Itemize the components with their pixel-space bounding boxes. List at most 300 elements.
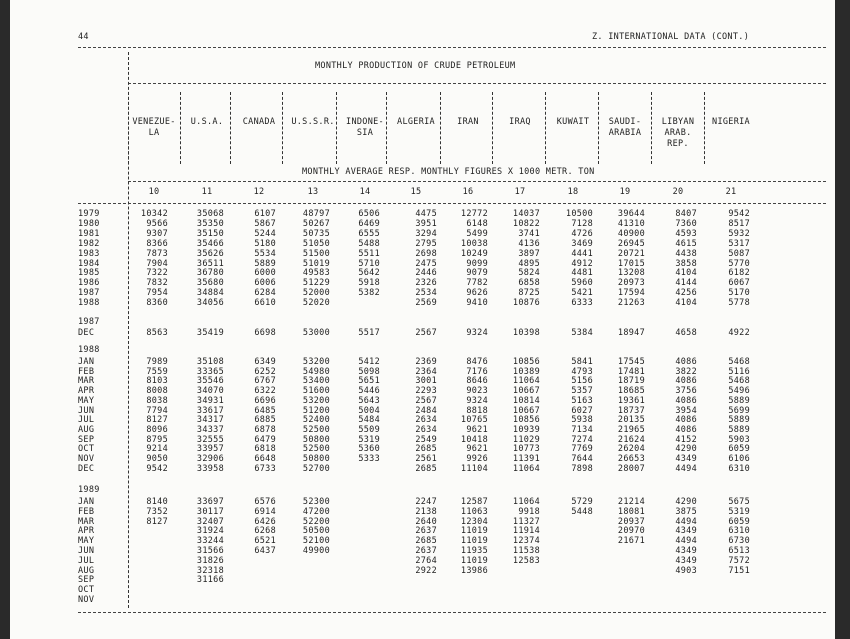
table-cell: 53200 — [302, 396, 330, 406]
row-label: OCT — [78, 444, 95, 454]
column-rule — [180, 92, 181, 164]
row-label: 1984 — [78, 259, 100, 269]
table-cell: 2685 — [415, 536, 437, 546]
table-cell: 5384 — [571, 328, 593, 338]
table-cell: 31566 — [196, 546, 224, 556]
table-cell: 4349 — [675, 546, 697, 556]
table-cell: 32318 — [196, 566, 224, 576]
table-cell: 10765 — [460, 415, 488, 425]
table-cell: 26945 — [617, 239, 645, 249]
table-cell: 3951 — [415, 219, 437, 229]
table-cell: 6698 — [254, 328, 276, 338]
row-label: OCT — [78, 585, 95, 595]
column-header: SIA — [356, 128, 374, 138]
table-cell: 5180 — [254, 239, 276, 249]
table-cell: 34884 — [196, 288, 224, 298]
table-cell: 4593 — [675, 229, 697, 239]
table-cell: 4086 — [675, 357, 697, 367]
table-cell: 6885 — [254, 415, 276, 425]
table-cell: 9324 — [466, 396, 488, 406]
table-cell: 35626 — [196, 249, 224, 259]
table-cell: 4144 — [675, 278, 697, 288]
table-cell: 6858 — [518, 278, 540, 288]
table-cell: 52300 — [302, 497, 330, 507]
table-cell: 5932 — [728, 229, 750, 239]
table-cell: 51600 — [302, 386, 330, 396]
table-cell: 5087 — [728, 249, 750, 259]
table-cell: 53000 — [302, 328, 330, 338]
table-cell: 10418 — [460, 435, 488, 445]
table-cell: 34317 — [196, 415, 224, 425]
table-cell: 9621 — [466, 425, 488, 435]
table-cell: 49900 — [302, 546, 330, 556]
row-label: AUG — [78, 566, 95, 576]
column-rule — [545, 92, 546, 164]
table-cell: 8407 — [675, 209, 697, 219]
table-cell: 8127 — [146, 517, 168, 527]
column-number: 14 — [359, 187, 371, 197]
row-label: APR — [78, 526, 95, 536]
table-cell: 7151 — [728, 566, 750, 576]
table-cell: 11019 — [460, 526, 488, 536]
table-cell: 50735 — [302, 229, 330, 239]
table-cell: 11914 — [512, 526, 540, 536]
table-cell: 26204 — [617, 444, 645, 454]
table-cell: 3822 — [675, 367, 697, 377]
table-cell: 10667 — [512, 386, 540, 396]
table-cell: 21624 — [617, 435, 645, 445]
table-cell: 5824 — [518, 268, 540, 278]
column-number: 10 — [148, 187, 160, 197]
table-cell: 2484 — [415, 406, 437, 416]
page-number: 44 — [78, 32, 89, 42]
table-cell: 7274 — [571, 435, 593, 445]
table-cell: 7360 — [675, 219, 697, 229]
row-label: JAN — [78, 497, 95, 507]
table-cell: 5889 — [254, 259, 276, 269]
table-cell: 6914 — [254, 507, 276, 517]
column-header: CANADA — [242, 117, 276, 127]
table-title: MONTHLY PRODUCTION OF CRUDE PETROLEUM — [315, 61, 516, 71]
table-cell: 20973 — [617, 278, 645, 288]
table-cell: 3897 — [518, 249, 540, 259]
table-cell: 31924 — [196, 526, 224, 536]
table-cell: 4086 — [675, 376, 697, 386]
table-cell: 8127 — [146, 415, 168, 425]
table-cell: 4349 — [675, 454, 697, 464]
row-label: 1982 — [78, 239, 100, 249]
table-cell: 11391 — [512, 454, 540, 464]
table-cell: 7769 — [571, 444, 593, 454]
table-cell: 11064 — [512, 376, 540, 386]
row-label: JUL — [78, 556, 95, 566]
table-cell: 33365 — [196, 367, 224, 377]
table-cell: 9542 — [728, 209, 750, 219]
table-cell: 4256 — [675, 288, 697, 298]
column-header: NIGERIA — [712, 117, 750, 127]
table-cell: 4438 — [675, 249, 697, 259]
table-cell: 5421 — [571, 288, 593, 298]
table-cell: 6648 — [254, 454, 276, 464]
table-cell: 32906 — [196, 454, 224, 464]
table-cell: 52020 — [302, 298, 330, 308]
row-label: 1987 — [78, 288, 100, 298]
table-cell: 3469 — [571, 239, 593, 249]
table-cell: 34931 — [196, 396, 224, 406]
row-label: 1980 — [78, 219, 100, 229]
table-cell: 5488 — [358, 239, 380, 249]
table-cell: 4441 — [571, 249, 593, 259]
table-cell: 52000 — [302, 288, 330, 298]
table-cell: 2446 — [415, 268, 437, 278]
table-cell: 51019 — [302, 259, 330, 269]
table-cell: 2567 — [415, 328, 437, 338]
column-header: ARABIA — [608, 128, 642, 138]
table-cell: 2549 — [415, 435, 437, 445]
table-cell: 12583 — [512, 556, 540, 566]
table-cell: 7352 — [146, 507, 168, 517]
table-cell: 26653 — [617, 454, 645, 464]
table-cell: 5333 — [358, 454, 380, 464]
table-cell: 8818 — [466, 406, 488, 416]
row-label: 1983 — [78, 249, 100, 259]
table-cell: 8103 — [146, 376, 168, 386]
table-cell: 6733 — [254, 464, 276, 474]
table-cell: 2764 — [415, 556, 437, 566]
table-cell: 52700 — [302, 464, 330, 474]
column-number: 21 — [725, 187, 737, 197]
column-header: ARAB. — [664, 128, 692, 138]
table-cell: 7782 — [466, 278, 488, 288]
table-cell: 33617 — [196, 406, 224, 416]
row-label: DEC — [78, 328, 95, 338]
table-cell: 8725 — [518, 288, 540, 298]
table-cell: 4903 — [675, 566, 697, 576]
row-label: NOV — [78, 595, 95, 605]
table-cell: 3858 — [675, 259, 697, 269]
table-cell: 6485 — [254, 406, 276, 416]
column-header: VENEZUE- — [132, 117, 176, 127]
table-cell: 5889 — [728, 396, 750, 406]
table-cell: 5496 — [728, 386, 750, 396]
table-cell: 8096 — [146, 425, 168, 435]
table-cell: 6310 — [728, 526, 750, 536]
table-cell: 6027 — [571, 406, 593, 416]
table-cell: 40900 — [617, 229, 645, 239]
table-cell: 49583 — [302, 268, 330, 278]
table-cell: 7832 — [146, 278, 168, 288]
table-cell: 8646 — [466, 376, 488, 386]
table-cell: 4494 — [675, 517, 697, 527]
table-cell: 10773 — [512, 444, 540, 454]
table-cell: 4290 — [675, 497, 697, 507]
table-cell: 30117 — [196, 507, 224, 517]
table-cell: 51200 — [302, 406, 330, 416]
table-cell: 7128 — [571, 219, 593, 229]
table-cell: 21671 — [617, 536, 645, 546]
table-cell: 6000 — [254, 268, 276, 278]
table-cell: 7644 — [571, 454, 593, 464]
column-rule — [128, 92, 129, 164]
table-cell: 19361 — [617, 396, 645, 406]
table-cell: 5509 — [358, 425, 380, 435]
table-cell: 21214 — [617, 497, 645, 507]
row-label: MAY — [78, 396, 95, 406]
table-cell: 35068 — [196, 209, 224, 219]
table-cell: 5357 — [571, 386, 593, 396]
table-cell: 36511 — [196, 259, 224, 269]
table-cell: 10814 — [512, 396, 540, 406]
table-cell: 5699 — [728, 406, 750, 416]
table-cell: 5938 — [571, 415, 593, 425]
column-header: IRAQ — [509, 117, 531, 127]
row-label: 1988 — [78, 298, 100, 308]
table-cell: 5841 — [571, 357, 593, 367]
column-header: KUWAIT — [556, 117, 590, 127]
table-cell: 6322 — [254, 386, 276, 396]
table-cell: 6555 — [358, 229, 380, 239]
row-label: 1985 — [78, 268, 100, 278]
table-cell: 2685 — [415, 464, 437, 474]
table-cell: 10389 — [512, 367, 540, 377]
table-cell: 35150 — [196, 229, 224, 239]
table-cell: 4922 — [728, 328, 750, 338]
table-cell: 6437 — [254, 546, 276, 556]
table-cell: 13986 — [460, 566, 488, 576]
table-cell: 32555 — [196, 435, 224, 445]
table-cell: 2364 — [415, 367, 437, 377]
column-rule — [440, 92, 441, 164]
row-label: JAN — [78, 357, 95, 367]
table-cell: 10856 — [512, 415, 540, 425]
table-cell: 12587 — [460, 497, 488, 507]
table-cell: 21263 — [617, 298, 645, 308]
row-label: DEC — [78, 464, 95, 474]
table-cell: 5960 — [571, 278, 593, 288]
table-cell: 8795 — [146, 435, 168, 445]
table-cell: 33958 — [196, 464, 224, 474]
table-cell: 34056 — [196, 298, 224, 308]
row-label: JUN — [78, 406, 95, 416]
table-cell: 4615 — [675, 239, 697, 249]
section-heading: 1988 — [78, 345, 100, 355]
table-cell: 2561 — [415, 454, 437, 464]
table-cell: 6182 — [728, 268, 750, 278]
column-number: 18 — [567, 187, 579, 197]
table-cell: 10398 — [512, 328, 540, 338]
table-cell: 12772 — [460, 209, 488, 219]
divider — [128, 181, 826, 182]
table-cell: 5903 — [728, 435, 750, 445]
table-cell: 5517 — [358, 328, 380, 338]
table-cell: 50267 — [302, 219, 330, 229]
table-cell: 18685 — [617, 386, 645, 396]
table-cell: 9566 — [146, 219, 168, 229]
table-cell: 9542 — [146, 464, 168, 474]
table-cell: 31826 — [196, 556, 224, 566]
table-cell: 18947 — [617, 328, 645, 338]
table-cell: 4726 — [571, 229, 593, 239]
table-cell: 2637 — [415, 526, 437, 536]
row-label: AUG — [78, 425, 95, 435]
table-cell: 5244 — [254, 229, 276, 239]
table-cell: 11029 — [512, 435, 540, 445]
column-rule — [651, 92, 652, 164]
table-cell: 10856 — [512, 357, 540, 367]
table-cell: 52200 — [302, 517, 330, 527]
table-cell: 36780 — [196, 268, 224, 278]
table-cell: 8366 — [146, 239, 168, 249]
table-cell: 4349 — [675, 556, 697, 566]
table-cell: 6107 — [254, 209, 276, 219]
table-cell: 5499 — [466, 229, 488, 239]
divider — [78, 612, 826, 613]
table-cell: 11019 — [460, 556, 488, 566]
table-cell: 48797 — [302, 209, 330, 219]
table-cell: 18081 — [617, 507, 645, 517]
table-cell: 5889 — [728, 425, 750, 435]
table-cell: 11538 — [512, 546, 540, 556]
table-cell: 53200 — [302, 357, 330, 367]
table-cell: 7794 — [146, 406, 168, 416]
table-cell: 2569 — [415, 298, 437, 308]
table-cell: 13208 — [617, 268, 645, 278]
table-cell: 4086 — [675, 396, 697, 406]
table-cell: 2685 — [415, 444, 437, 454]
table-cell: 9626 — [466, 288, 488, 298]
table-cell: 34337 — [196, 425, 224, 435]
row-label: NOV — [78, 454, 95, 464]
table-cell: 51050 — [302, 239, 330, 249]
table-cell: 4793 — [571, 367, 593, 377]
table-cell: 5319 — [728, 507, 750, 517]
table-cell: 18719 — [617, 376, 645, 386]
table-cell: 3954 — [675, 406, 697, 416]
table-cell: 6349 — [254, 357, 276, 367]
table-cell: 31166 — [196, 575, 224, 585]
table-cell: 5675 — [728, 497, 750, 507]
table-cell: 2369 — [415, 357, 437, 367]
table-cell: 4290 — [675, 444, 697, 454]
table-cell: 3741 — [518, 229, 540, 239]
table-cell: 54980 — [302, 367, 330, 377]
table-cell: 5534 — [254, 249, 276, 259]
table-cell: 6610 — [254, 298, 276, 308]
table-cell: 9926 — [466, 454, 488, 464]
table-cell: 2534 — [415, 288, 437, 298]
table-cell: 6696 — [254, 396, 276, 406]
table-cell: 7572 — [728, 556, 750, 566]
table-cell: 6006 — [254, 278, 276, 288]
table-cell: 10249 — [460, 249, 488, 259]
table-cell: 2138 — [415, 507, 437, 517]
section-heading: 1989 — [78, 485, 100, 495]
table-cell: 6333 — [571, 298, 593, 308]
column-number: 17 — [514, 187, 526, 197]
table-cell: 9410 — [466, 298, 488, 308]
table-cell: 35466 — [196, 239, 224, 249]
table-cell: 5651 — [358, 376, 380, 386]
table-cell: 5317 — [728, 239, 750, 249]
table-cell: 11064 — [512, 464, 540, 474]
table-cell: 6878 — [254, 425, 276, 435]
table-cell: 5412 — [358, 357, 380, 367]
table-cell: 11935 — [460, 546, 488, 556]
table-cell: 7898 — [571, 464, 593, 474]
table-cell: 5643 — [358, 396, 380, 406]
row-label: 1986 — [78, 278, 100, 288]
column-header: IRAN — [457, 117, 479, 127]
table-cell: 2922 — [415, 566, 437, 576]
table-cell: 50500 — [302, 526, 330, 536]
table-cell: 35419 — [196, 328, 224, 338]
table-cell: 7989 — [146, 357, 168, 367]
table-cell: 10939 — [512, 425, 540, 435]
table-cell: 6426 — [254, 517, 276, 527]
column-header: INDONE- — [346, 117, 384, 127]
table-cell: 2247 — [415, 497, 437, 507]
table-cell: 17015 — [617, 259, 645, 269]
column-header: LIBYAN — [661, 117, 695, 127]
table-cell: 5116 — [728, 367, 750, 377]
table-cell: 5867 — [254, 219, 276, 229]
column-rule — [230, 92, 231, 164]
column-number: 11 — [201, 187, 213, 197]
table-cell: 6506 — [358, 209, 380, 219]
table-cell: 6469 — [358, 219, 380, 229]
column-header: SAUDI- — [608, 117, 642, 127]
table-cell: 52400 — [302, 415, 330, 425]
table-cell: 14037 — [512, 209, 540, 219]
table-cell: 4475 — [415, 209, 437, 219]
table-cell: 11064 — [512, 497, 540, 507]
table-cell: 17481 — [617, 367, 645, 377]
table-cell: 20970 — [617, 526, 645, 536]
table-cell: 11104 — [460, 464, 488, 474]
table-cell: 53400 — [302, 376, 330, 386]
table-cell: 3875 — [675, 507, 697, 517]
table-cell: 5004 — [358, 406, 380, 416]
table-cell: 11063 — [460, 507, 488, 517]
column-number: 20 — [672, 187, 684, 197]
table-cell: 5156 — [571, 376, 593, 386]
table-cell: 10667 — [512, 406, 540, 416]
column-rule — [704, 92, 705, 164]
table-cell: 6730 — [728, 536, 750, 546]
column-rule — [492, 92, 493, 164]
table-cell: 5163 — [571, 396, 593, 406]
table-cell: 2293 — [415, 386, 437, 396]
table-cell: 41310 — [617, 219, 645, 229]
table-cell: 2634 — [415, 425, 437, 435]
table-cell: 6252 — [254, 367, 276, 377]
table-cell: 9214 — [146, 444, 168, 454]
table-cell: 5448 — [571, 507, 593, 517]
table-cell: 3756 — [675, 386, 697, 396]
table-cell: 35108 — [196, 357, 224, 367]
table-cell: 3294 — [415, 229, 437, 239]
row-label: 1979 — [78, 209, 100, 219]
table-cell: 10822 — [512, 219, 540, 229]
table-cell: 35350 — [196, 219, 224, 229]
table-cell: 5710 — [358, 259, 380, 269]
table-cell: 2475 — [415, 259, 437, 269]
table-cell: 20135 — [617, 415, 645, 425]
table-cell: 5511 — [358, 249, 380, 259]
table-cell: 35680 — [196, 278, 224, 288]
table-cell: 4481 — [571, 268, 593, 278]
table-cell: 5360 — [358, 444, 380, 454]
